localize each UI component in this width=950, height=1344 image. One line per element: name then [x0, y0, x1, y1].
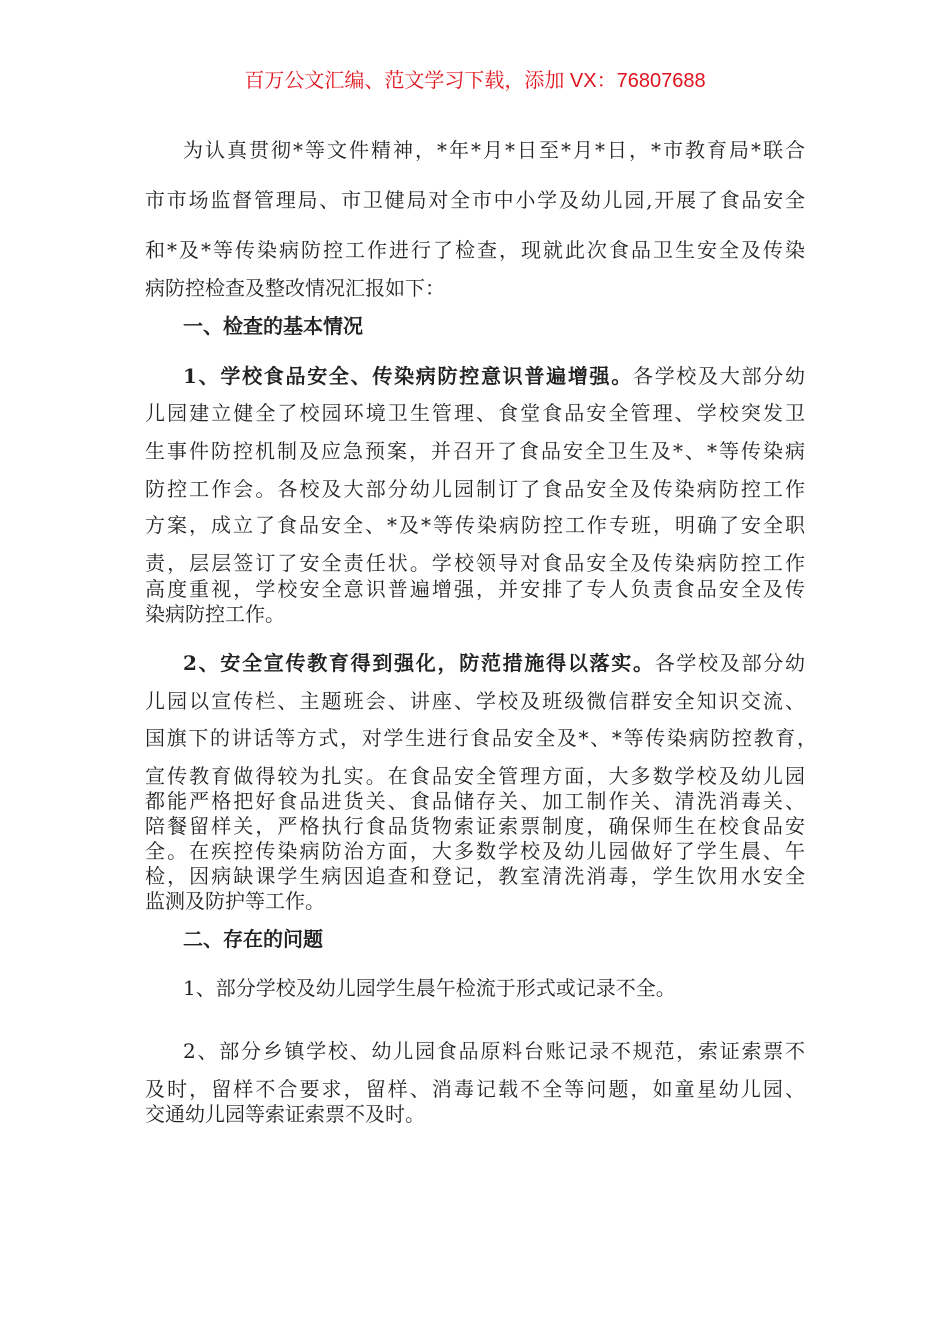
- item-text: 各学校及部分幼: [654, 651, 806, 675]
- problem-item: 1、部分学校及幼儿园学生晨午检流于形式或记录不全。: [183, 976, 676, 1000]
- text-line: 为认真贯彻*等文件精神，*年*月*日至*月*日，*市教育局*联合: [183, 138, 805, 162]
- item-text: 各学校及大部分幼: [632, 364, 806, 388]
- text-line: 及时，留样不合要求，留样、消毒记载不全等问题，如童星幼儿园、: [145, 1077, 805, 1101]
- text-line: 监测及防护等工作。: [145, 889, 325, 913]
- text-line: 陪餐留样关，严格执行食品货物索证索票制度，确保师生在校食品安: [145, 814, 805, 838]
- text-line: 和*及*等传染病防控工作进行了检查，现就此次食品卫生安全及传染: [145, 238, 805, 262]
- text-line: 儿园建立健全了校园环境卫生管理、食堂食品安全管理、学校突发卫: [145, 401, 805, 425]
- text-line: 全。在疾控传染病防治方面，大多数学校及幼儿园做好了学生晨、午: [145, 839, 805, 863]
- text-line: 检，因病缺课学生病因追查和登记，教室清洗消毒，学生饮用水安全: [145, 864, 805, 888]
- text-line: [183, 650, 805, 676]
- text-line: 责，层层签订了安全责任状。学校领导对食品安全及传染病防控工作: [145, 551, 805, 575]
- item-lead: 1、学校食品安全、传染病防控意识普遍增强。: [183, 364, 633, 388]
- text-line: [183, 363, 805, 389]
- text-line: 儿园以宣传栏、主题班会、讲座、学校及班级微信群安全知识交流、: [145, 689, 805, 713]
- section-heading: 二、存在的问题: [183, 927, 323, 951]
- text-line: 交通幼儿园等索证索票不及时。: [145, 1102, 425, 1126]
- text-line: 防控工作会。各校及大部分幼儿园制订了食品安全及传染病防控工作: [145, 477, 805, 501]
- text-line: 方案，成立了食品安全、*及*等传染病防控工作专班，明确了安全职: [145, 513, 805, 537]
- text-line: 染病防控工作。: [145, 602, 285, 626]
- text-line: 市市场监督管理局、市卫健局对全市中小学及幼儿园,开展了食品安全: [145, 188, 805, 212]
- text-line: 都能严格把好食品进货关、食品储存关、加工制作关、清洗消毒关、: [145, 789, 805, 813]
- text-line: 高度重视，学校安全意识普遍增强，并安排了专人负责食品安全及传: [145, 577, 805, 601]
- section-heading: 一、检查的基本情况: [183, 314, 363, 338]
- item-lead: 2、安全宣传教育得到强化，防范措施得以落实。: [183, 651, 655, 675]
- text-line: 宣传教育做得较为扎实。在食品安全管理方面，大多数学校及幼儿园: [145, 764, 805, 788]
- text-line: 病防控检查及整改情况汇报如下：: [145, 276, 445, 300]
- text-line: 国旗下的讲话等方式，对学生进行食品安全及*、*等传染病防控教育，: [145, 726, 817, 750]
- text-line: 生事件防控机制及应急预案，并召开了食品安全卫生及*、*等传染病: [145, 439, 805, 463]
- text-line: 2、部分乡镇学校、幼儿园食品原料台账记录不规范，索证索票不: [183, 1039, 805, 1063]
- download-banner: 百万公文汇编、范文学习下载，添加 VX：76807688: [244, 70, 706, 92]
